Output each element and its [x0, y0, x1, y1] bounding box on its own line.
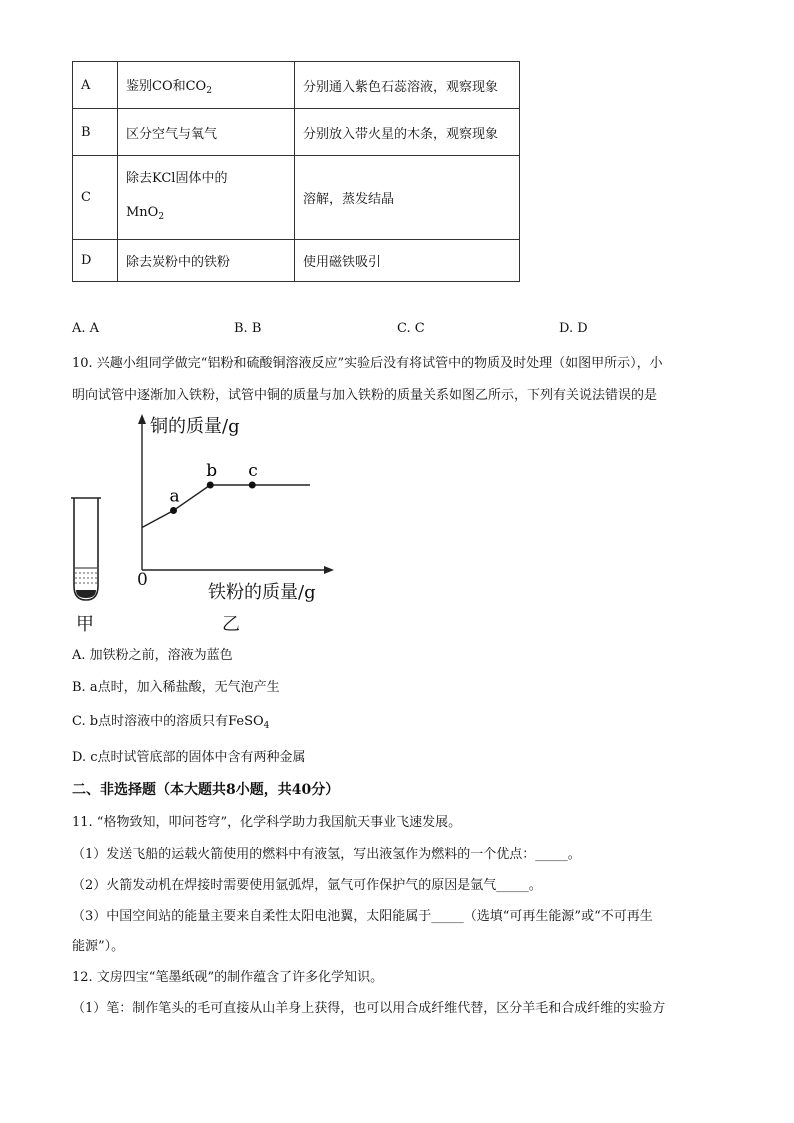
- choice-b: B. B: [234, 321, 262, 336]
- y-axis-arrow: [138, 414, 146, 424]
- q12-part1: （1）笔：制作笔头的毛可直接从山羊身上获得，也可以用合成纤维代替，区分羊毛和合成纤维的实验方: [72, 1001, 666, 1016]
- row-letter: A: [73, 62, 118, 109]
- row-letter: D: [73, 240, 118, 282]
- q10-option-a: A. 加铁粉之前，溶液为蓝色: [72, 648, 233, 663]
- row-method: 使用磁铁吸引: [295, 240, 520, 282]
- chart-origin-label: 0: [137, 570, 148, 590]
- table-row: [73, 156, 520, 240]
- point-b-label: b: [206, 461, 218, 481]
- point-a: [170, 507, 177, 514]
- point-a-label: a: [169, 486, 180, 507]
- q10-option-b: B. a点时，加入稀盐酸，无气泡产生: [72, 680, 280, 695]
- row-task: 区分空气与氧气: [118, 109, 295, 156]
- table-row: [73, 240, 520, 282]
- chart-x-label: 铁粉的质量/g: [208, 582, 316, 603]
- choice-c: C. C: [397, 321, 425, 336]
- table-row: [73, 109, 520, 156]
- row-method: 分别放入带火星的木条，观察现象: [295, 109, 520, 156]
- point-c: [249, 482, 256, 489]
- q10-stem-line2: 明向试管中逐渐加入铁粉，试管中铜的质量与加入铁粉的质量关系如图乙所示，下列有关说法错误的是: [72, 388, 658, 403]
- options-table: [72, 61, 520, 282]
- copper-mass-chart: [120, 410, 340, 600]
- row-task: 除去KCl固体中的 MnO$_2$: [118, 156, 295, 240]
- figure-yi-label: 乙: [222, 614, 240, 635]
- table-row: [73, 62, 520, 109]
- row-letter: C: [73, 156, 118, 240]
- choice-a: A. A: [72, 321, 100, 336]
- q11-part2: （2）火箭发动机在焊接时需要使用氩弧焊，氩气可作保护气的原因是氩气_____。: [72, 878, 542, 893]
- row-method: 分别通入紫色石蕊溶液，观察现象: [295, 62, 520, 109]
- row-task: 鉴别CO和$CO_2$: [118, 62, 295, 109]
- q11-stem: 11. “格物致知，叩问苍穹”，化学科学助力我国航天事业飞速发展。: [72, 815, 462, 830]
- q11-part3-line1: （3）中国空间站的能量主要来自柔性太阳电池翼，太阳能属于_____（选填“可再生能源”或“不可再生: [72, 909, 653, 924]
- point-b: [207, 482, 214, 489]
- q12-stem: 12. 文房四宝“笔墨纸砚”的制作蕴含了许多化学知识。: [72, 970, 384, 985]
- section-heading: 二、非选择题（本大题共8小题，共40分）: [72, 782, 340, 798]
- q10-option-d: D. c点时试管底部的固体中含有两种金属: [72, 750, 306, 765]
- q10-stem-line1: 10. 兴趣小组同学做完“铝粉和硫酸铜溶液反应”实验后没有将试管中的物质及时处理（如图甲所示），小: [72, 356, 663, 371]
- chart-y-label: 铜的质量/g: [150, 416, 240, 437]
- test-tube-figure: [66, 494, 106, 609]
- q11-part1: （1）发送飞船的运载火箭使用的燃料中有液氢，写出液氢作为燃料的一个优点：_____。: [72, 847, 581, 862]
- x-axis-arrow: [324, 566, 334, 574]
- q10-option-c: C. b点时溶液中的溶质只有FeSO$_4$: [72, 714, 270, 731]
- row-letter: B: [73, 109, 118, 156]
- copper-mass-line: [142, 485, 310, 528]
- row-task: 除去炭粉中的铁粉: [118, 240, 295, 282]
- row-method: 溶解，蒸发结晶: [295, 156, 520, 240]
- figure-jia-label: 甲: [76, 614, 94, 635]
- q11-part3-line2: 能源”）。: [72, 939, 125, 954]
- choice-d: D. D: [559, 321, 588, 336]
- point-c-label: c: [248, 461, 258, 481]
